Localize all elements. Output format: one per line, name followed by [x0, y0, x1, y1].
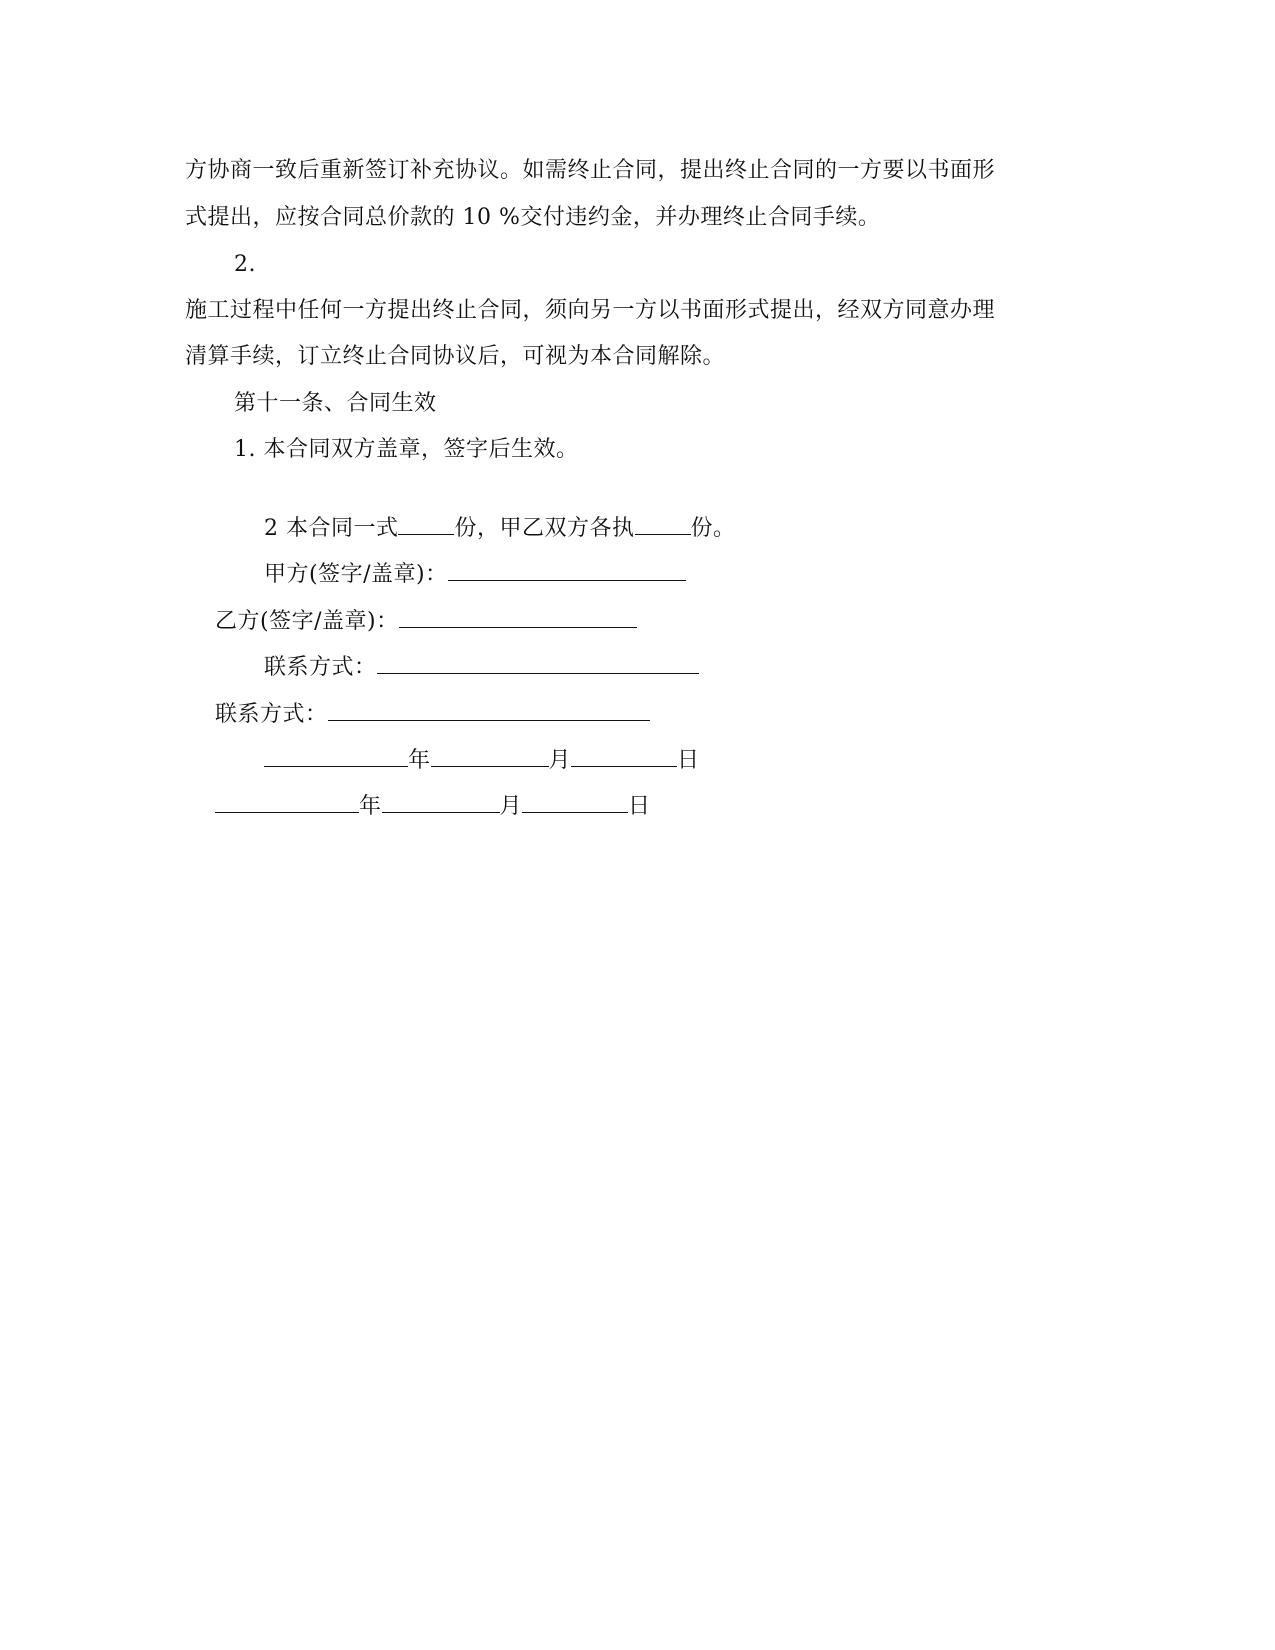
party-b-label: 乙方(签字/盖章)： [214, 609, 399, 634]
paragraph-line: 施工过程中任何一方提出终止合同，须向另一方以书面形式提出，经双方同意办理 [185, 298, 996, 323]
day-label: 日 [628, 794, 651, 819]
month-label: 月 [499, 794, 523, 819]
day-label: 日 [677, 748, 700, 773]
paragraph-line: 清算手续，订立终止合同协议后，可视为本合同解除。 [185, 344, 726, 369]
day-blank [522, 790, 628, 813]
party-a-label: 甲方(签字/盖章)： [263, 562, 448, 587]
paragraph-line: 式提出，应按合同总价款的 10 %交付违约金，并办理终止合同手续。 [185, 205, 881, 230]
party-b-date [185, 760, 651, 852]
year-blank [215, 790, 359, 813]
month-blank [382, 790, 500, 813]
month-label: 月 [548, 748, 572, 773]
article-title: 第十一条、合同生效 [234, 391, 437, 416]
year-label: 年 [358, 794, 382, 819]
clause-1: 1. 本合同双方盖章，签字后生效。 [234, 437, 579, 462]
paragraph-line: 方协商一致后重新签订补充协议。如需终止合同，提出终止合同的一方要以书面形 [185, 158, 996, 183]
contact-label: 联系方式： [214, 702, 328, 727]
contact-label: 联系方式： [263, 655, 377, 680]
clause-2-text-a: 2 本合同一式 [263, 516, 399, 541]
year-label: 年 [407, 748, 431, 773]
item-number: 2. [234, 252, 256, 277]
clause-2-text-c: 份。 [690, 516, 736, 541]
clause-2-text-b: 份，甲乙双方各执 [454, 516, 635, 541]
